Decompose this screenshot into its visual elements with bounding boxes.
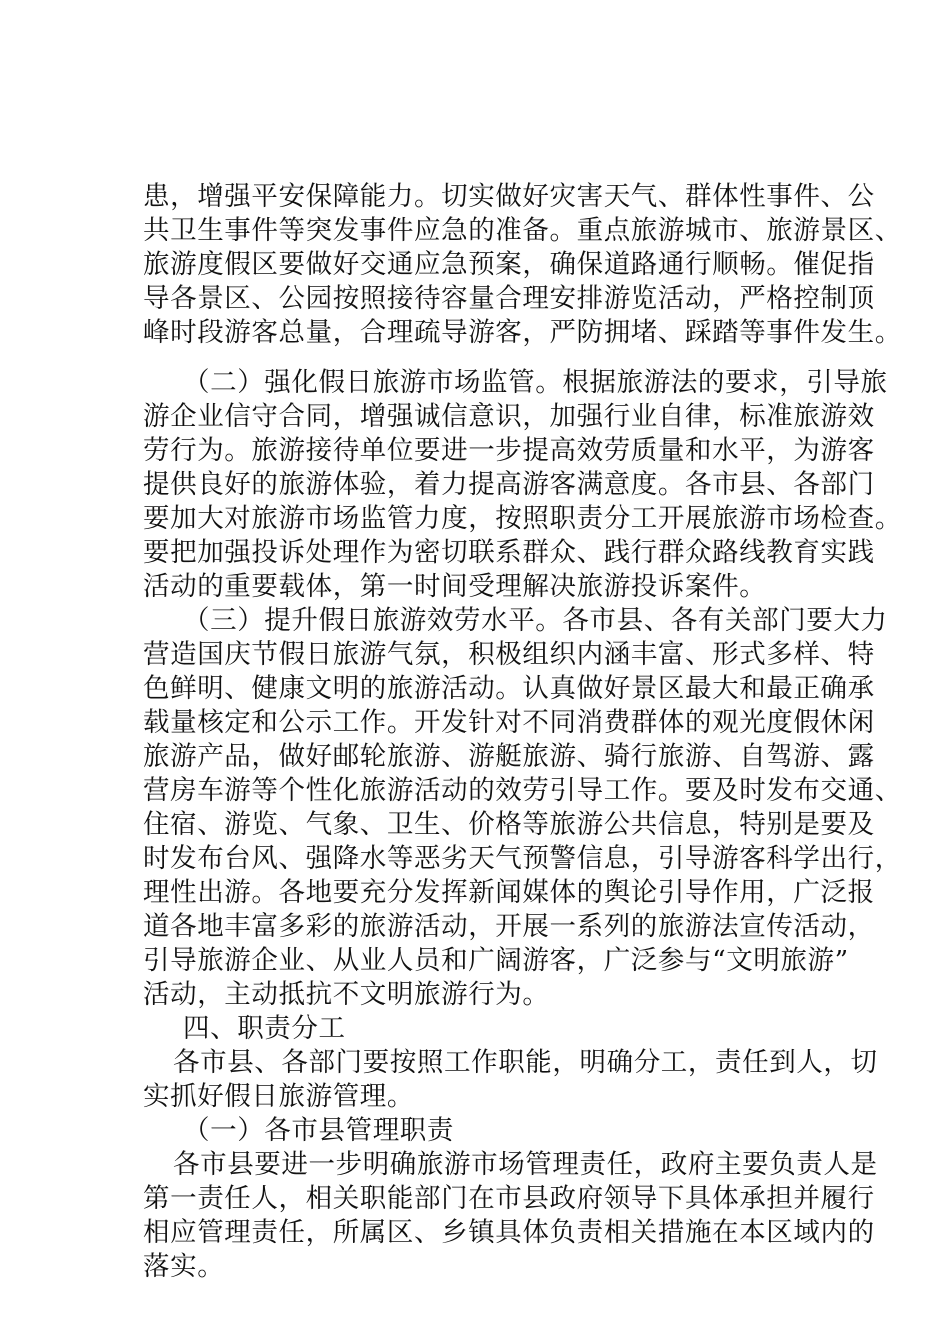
section-heading: 四、职责分工 — [183, 1013, 346, 1044]
text-line: 住宿、游览、气象、卫生、价格等旅游公共信息，特别是要及 — [143, 809, 875, 840]
text-line: 旅游度假区要做好交通应急预案，确保道路通行顺畅。催促指 — [143, 249, 875, 280]
text-line: 峰时段游客总量，合理疏导游客，严防拥堵、踩踏等事件发生。 — [143, 317, 902, 348]
text-line: 游企业信守合同，增强诚信意识，加强行业自律，标准旅游效 — [143, 401, 875, 432]
text-line: 第一责任人，相关职能部门在市县政府领导下具体承担并履行 — [143, 1183, 875, 1214]
text-line: 色鲜明、健康文明的旅游活动。认真做好景区最大和最正确承 — [143, 673, 875, 704]
text-line: 导各景区、公园按照接待容量合理安排游览活动，严格控制顶 — [143, 283, 875, 314]
text-line: 引导旅游企业、从业人员和广阔游客，广泛参与“文明旅游” — [143, 945, 849, 976]
text-line: 载量核定和公示工作。开发针对不同消费群体的观光度假休闲 — [143, 707, 875, 738]
text-line: 要把加强投诉处理作为密切联系群众、践行群众路线教育实践 — [143, 537, 875, 568]
text-line: 各市县、各部门要按照工作职能，明确分工，责任到人，切 — [173, 1047, 878, 1078]
text-line: 道各地丰富多彩的旅游活动，开展一系列的旅游法宣传活动， — [143, 911, 875, 942]
text-line: 劳行为。旅游接待单位要进一步提高效劳质量和水平，为游客 — [143, 435, 875, 466]
text-line: 旅游产品，做好邮轮旅游、游艇旅游、骑行旅游、自驾游、露 — [143, 741, 875, 772]
text-line: 实抓好假日旅游管理。 — [143, 1081, 414, 1112]
text-line: 各市县要进一步明确旅游市场管理责任，政府主要负责人是 — [173, 1149, 878, 1180]
subsection-heading: （一）各市县管理职责 — [183, 1115, 454, 1146]
text-line: 患，增强平安保障能力。切实做好灾害天气、群体性事件、公 — [143, 181, 875, 212]
text-line: 营造国庆节假日旅游气氛，积极组织内涵丰富、形式多样、特 — [143, 639, 875, 670]
text-line: 时发布台风、强降水等恶劣天气预警信息，引导游客科学出行， — [143, 843, 902, 874]
text-line: 相应管理责任，所属区、乡镇具体负责相关措施在本区域内的 — [143, 1217, 875, 1248]
text-line: 理性出游。各地要充分发挥新闻媒体的舆论引导作用，广泛报 — [143, 877, 875, 908]
text-line: 活动的重要载体，第一时间受理解决旅游投诉案件。 — [143, 571, 767, 602]
text-line: 要加大对旅游市场监管力度，按照职责分工开展旅游市场检查。 — [143, 503, 902, 534]
text-line: 营房车游等个性化旅游活动的效劳引导工作。要及时发布交通、 — [143, 775, 902, 806]
text-line: （三）提升假日旅游效劳水平。各市县、各有关部门要大力 — [183, 605, 888, 636]
text-line: 落实。 — [143, 1251, 225, 1282]
text-line: 活动，主动抵抗不文明旅游行为。 — [143, 979, 550, 1010]
text-line: 共卫生事件等突发事件应急的准备。重点旅游城市、旅游景区、 — [143, 215, 902, 246]
text-line: （二）强化假日旅游市场监管。根据旅游法的要求，引导旅 — [183, 367, 888, 398]
text-line: 提供良好的旅游体验，着力提高游客满意度。各市县、各部门 — [143, 469, 875, 500]
